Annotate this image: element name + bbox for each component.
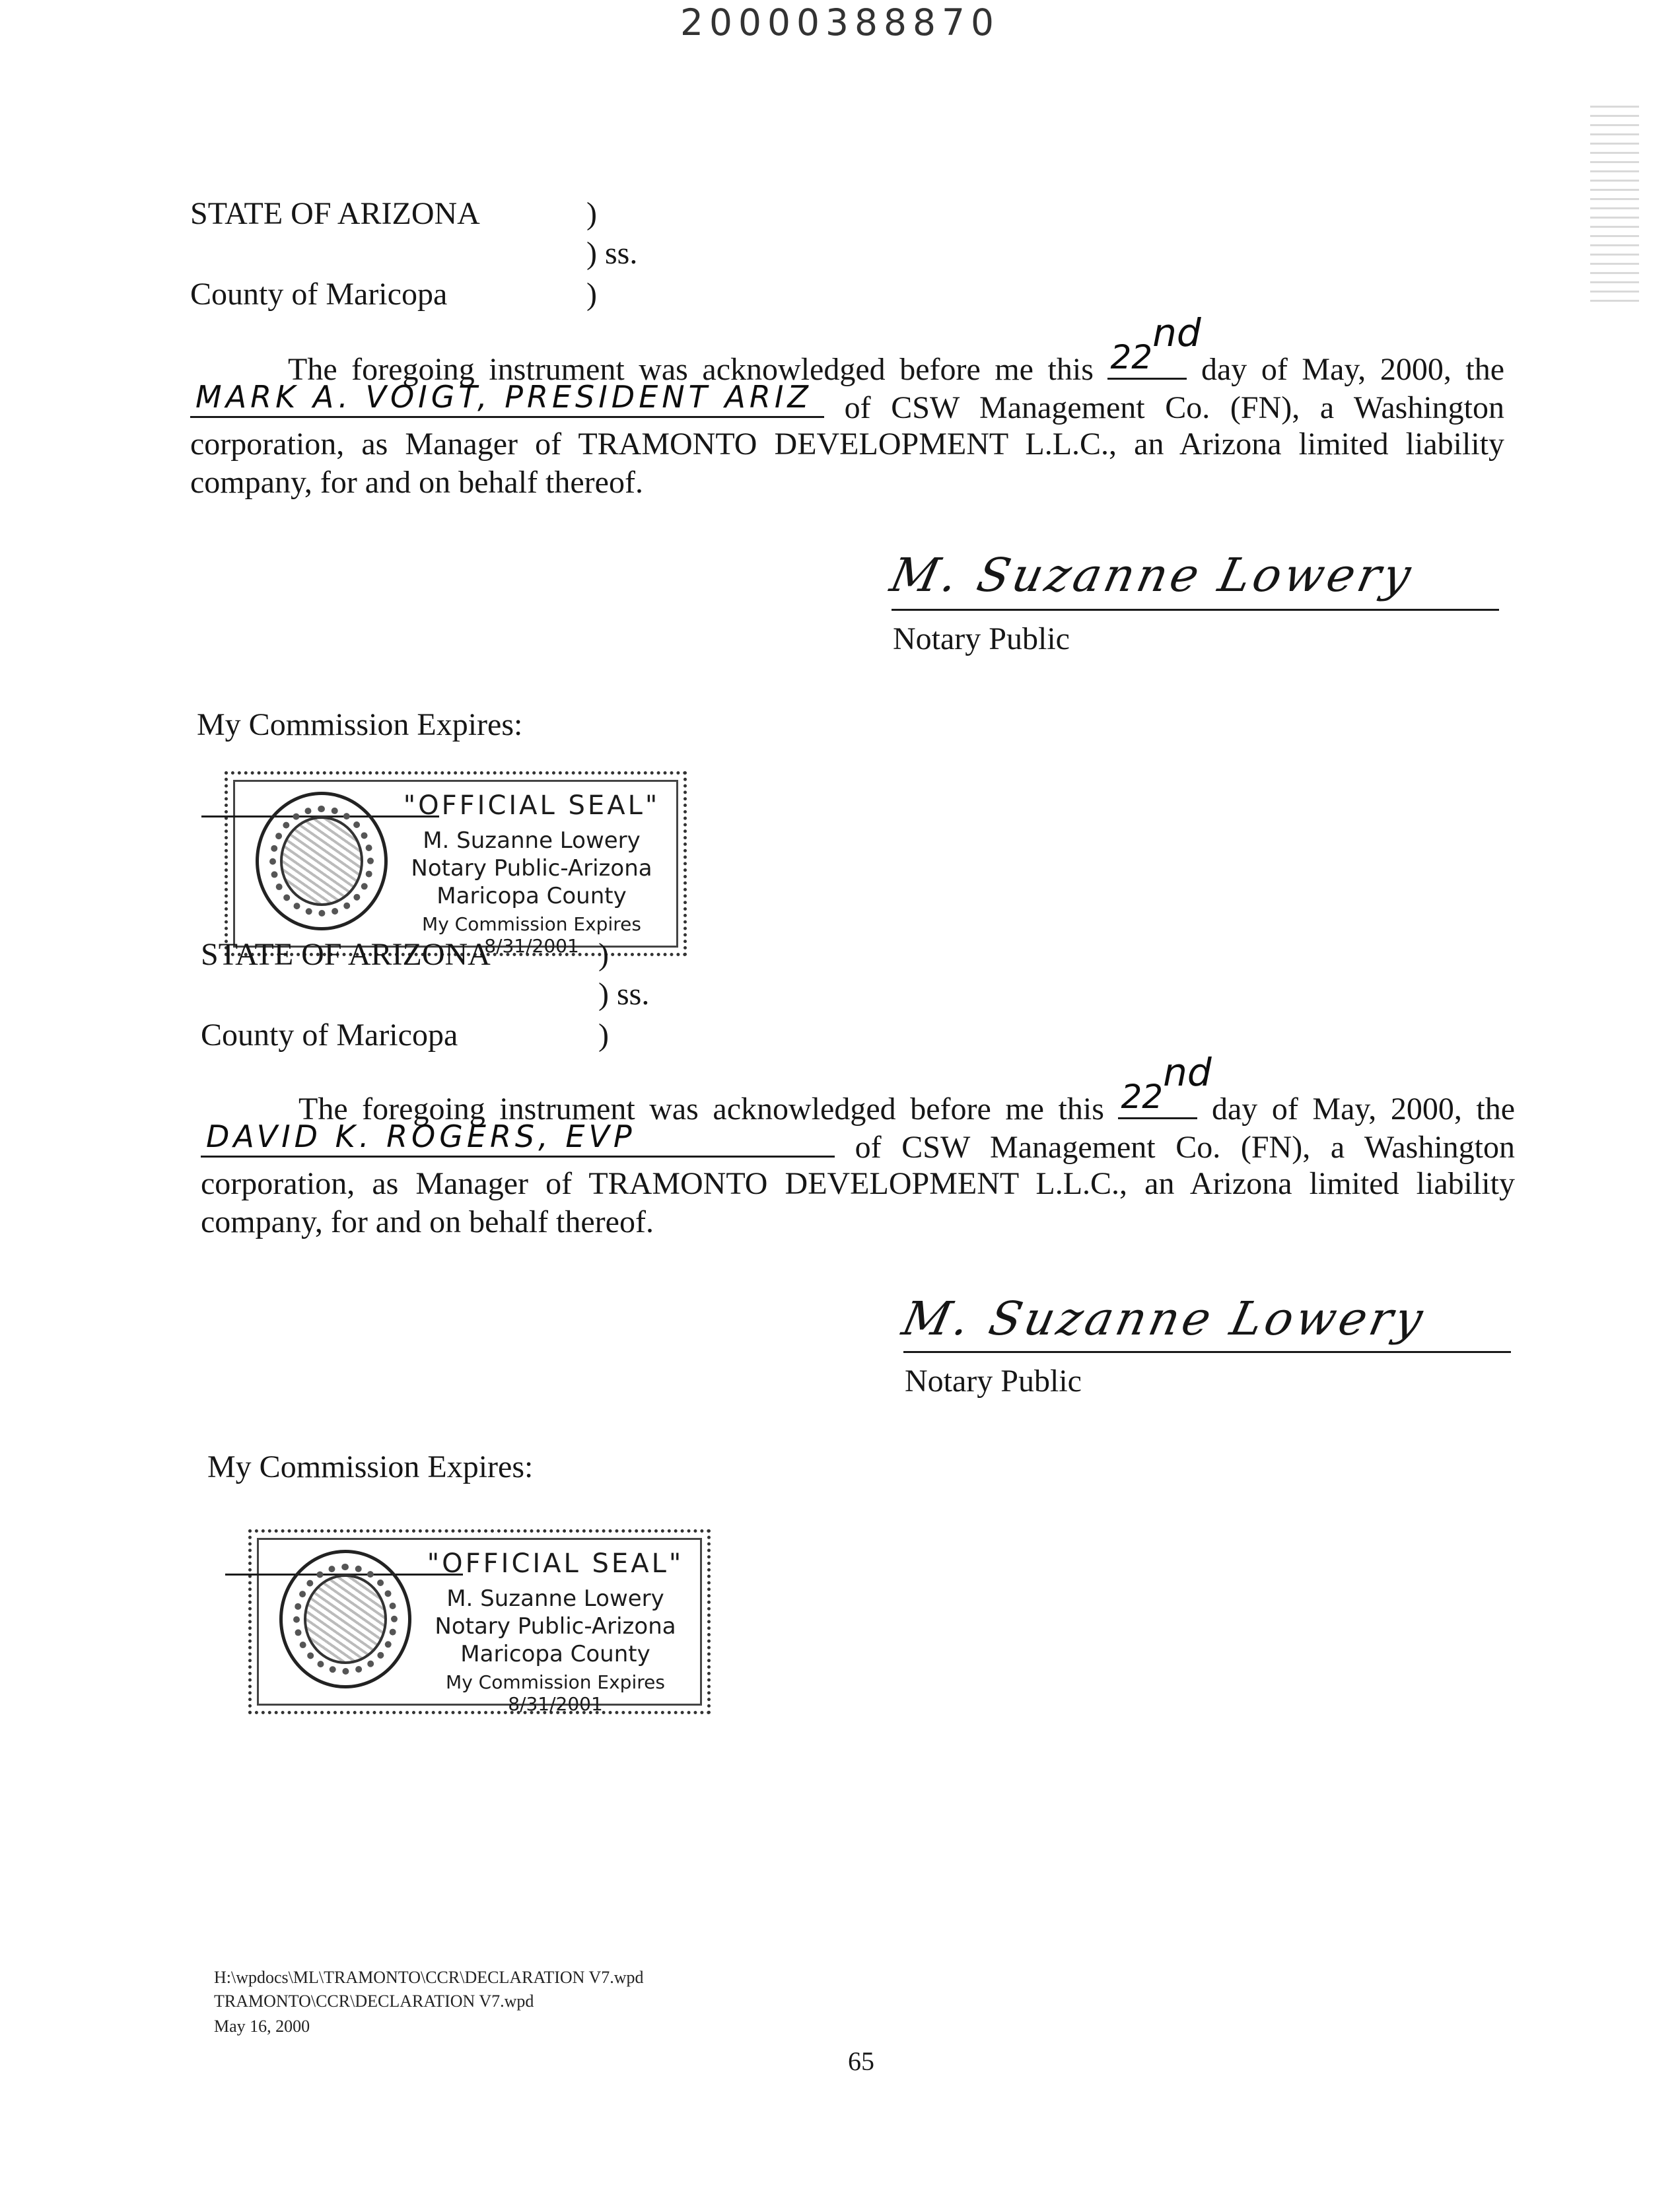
notary-signature-1: M. Suzanne Lowery — [886, 548, 1419, 602]
venue-county-1: County of Maricopa — [190, 277, 448, 312]
seal-name-1: M. Suzanne Lowery — [423, 827, 641, 854]
venue-state-1: STATE OF ARIZONA — [190, 196, 480, 231]
seal-title-1: "OFFICIAL SEAL" — [403, 790, 660, 821]
acknowledgment-line-1a: The foregoing instrument was acknowledged before me this 22nd day of May, 2000, the — [288, 310, 1505, 387]
name-blank-1: MARK A. VOIGT, PRESIDENT ARIZ — [190, 387, 824, 418]
acknowledgment-line-2c: corporation, as Manager of TRAMONTO DEVELOPMENT L.L.C., an Arizona limited liability — [201, 1166, 1515, 1201]
day-blank-1: 22nd — [1107, 349, 1187, 380]
venue-ss-1: ) ss. — [586, 236, 638, 271]
venue-paren-top-2: ) — [598, 937, 609, 972]
acknowledgment-line-1b: MARK A. VOIGT, PRESIDENT ARIZ of CSW Management Co. (FN), a Washington — [190, 387, 1504, 427]
venue-paren-top-1: ) — [586, 196, 597, 231]
seal-name-2: M. Suzanne Lowery — [446, 1585, 664, 1612]
notary-public-label-1: Notary Public — [893, 621, 1070, 656]
seal-office-1: Notary Public-Arizona — [411, 855, 652, 882]
acknowledgment-line-1c: corporation, as Manager of TRAMONTO DEVELOPMENT L.L.C., an Arizona limited liability — [190, 427, 1504, 462]
day-blank-2: 22nd — [1118, 1088, 1197, 1119]
venue-paren-bottom-2: ) — [598, 1018, 609, 1053]
acknowledgment-line-1d: company, for and on behalf thereof. — [190, 465, 643, 500]
footer-date: May 16, 2000 — [214, 2017, 310, 2036]
seal-office-2: Notary Public-Arizona — [435, 1613, 676, 1640]
notary-seal-1 — [225, 771, 687, 956]
state-seal-emblem-2 — [279, 1550, 411, 1688]
acknowledgment-line-2a: The foregoing instrument was acknowledged before me this 22nd day of May, 2000, the — [298, 1050, 1516, 1127]
seal-title-2: "OFFICIAL SEAL" — [427, 1548, 684, 1579]
signature-line-1 — [892, 609, 1499, 611]
venue-county-2: County of Maricopa — [201, 1018, 458, 1053]
document-number: 20000388870 — [680, 1, 1000, 44]
venue-ss-2: ) ss. — [598, 977, 650, 1012]
acknowledgment-line-2b: DAVID K. ROGERS, EVP of CSW Management Co. (FN), a Washington — [201, 1127, 1515, 1167]
seal-county-2: Maricopa County — [460, 1641, 650, 1667]
acknowledgment-line-2d: company, for and on behalf thereof. — [201, 1204, 654, 1239]
seal-expires-1: My Commission Expires 8/31/2001 — [422, 913, 641, 957]
footer-path-1: H:\wpdocs\ML\TRAMONTO\CCR\DECLARATION V7.wpd — [214, 1968, 644, 1987]
footer-path-2: TRAMONTO\CCR\DECLARATION V7.wpd — [214, 1992, 534, 2011]
notary-signature-2: M. Suzanne Lowery — [897, 1292, 1431, 1346]
signature-line-2 — [903, 1351, 1511, 1353]
seal-county-1: Maricopa County — [437, 883, 627, 909]
commission-expires-label-1: My Commission Expires: — [197, 707, 523, 742]
commission-expires-label-2: My Commission Expires: — [207, 1449, 534, 1484]
margin-scan-marks — [1590, 106, 1639, 304]
name-blank-2: DAVID K. ROGERS, EVP — [201, 1127, 835, 1158]
venue-paren-bottom-1: ) — [586, 277, 597, 312]
seal-expires-2: My Commission Expires 8/31/2001 — [446, 1671, 665, 1715]
notary-seal-2 — [248, 1529, 711, 1714]
venue-state-2: STATE OF ARIZONA — [201, 937, 491, 972]
notary-public-label-2: Notary Public — [905, 1364, 1082, 1399]
state-seal-emblem-1 — [256, 792, 388, 930]
page-number: 65 — [848, 2046, 874, 2076]
